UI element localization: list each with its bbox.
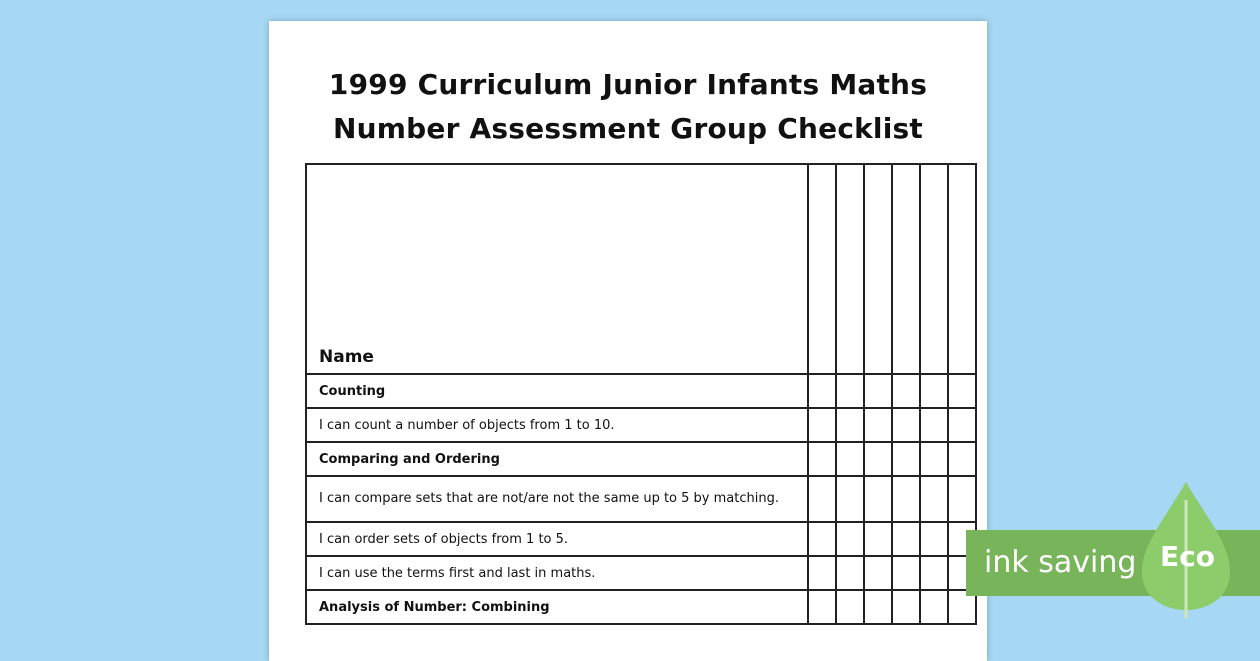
- checkbox-cell[interactable]: [920, 476, 948, 522]
- section-heading: Counting: [306, 374, 808, 408]
- checkbox-cell[interactable]: [892, 556, 920, 590]
- section-heading: Analysis of Number: Combining: [306, 590, 808, 624]
- checkbox-cell[interactable]: [920, 442, 948, 476]
- table-header-row: [306, 164, 976, 374]
- checkbox-cell[interactable]: [920, 522, 948, 556]
- checkbox-cell[interactable]: [920, 556, 948, 590]
- checkbox-cell[interactable]: [948, 408, 976, 442]
- checklist-table: [305, 163, 977, 625]
- table-row: [306, 522, 976, 556]
- checkbox-cell[interactable]: [892, 590, 920, 624]
- student-column[interactable]: [864, 164, 892, 374]
- eco-label: Eco: [1160, 540, 1215, 573]
- checkbox-cell[interactable]: [808, 590, 836, 624]
- student-column[interactable]: [808, 164, 836, 374]
- checkbox-cell[interactable]: [836, 374, 864, 408]
- checkbox-cell[interactable]: [864, 476, 892, 522]
- criterion-text: I can compare sets that are not/are not the same up to 5 by matching.: [306, 476, 808, 522]
- table-row: [306, 476, 976, 522]
- checkbox-cell[interactable]: [948, 476, 976, 522]
- checkbox-cell[interactable]: [864, 442, 892, 476]
- checkbox-cell[interactable]: [920, 590, 948, 624]
- checkbox-cell[interactable]: [808, 556, 836, 590]
- student-column[interactable]: [920, 164, 948, 374]
- criterion-text: I can order sets of objects from 1 to 5.: [306, 522, 808, 556]
- title-line-2: Number Assessment Group Checklist: [333, 112, 923, 145]
- checkbox-cell[interactable]: [836, 476, 864, 522]
- checkbox-cell[interactable]: [808, 408, 836, 442]
- checkbox-cell[interactable]: [808, 476, 836, 522]
- checkbox-cell[interactable]: [808, 374, 836, 408]
- checkbox-cell[interactable]: [836, 590, 864, 624]
- table-row: [306, 590, 976, 624]
- checkbox-cell[interactable]: [864, 556, 892, 590]
- checkbox-cell[interactable]: [948, 442, 976, 476]
- criterion-text: I can use the terms first and last in maths.: [306, 556, 808, 590]
- table-row: [306, 408, 976, 442]
- checkbox-cell[interactable]: [864, 374, 892, 408]
- table-row: [306, 442, 976, 476]
- checkbox-cell[interactable]: [836, 442, 864, 476]
- checkbox-cell[interactable]: [836, 522, 864, 556]
- checkbox-cell[interactable]: [808, 442, 836, 476]
- checkbox-cell[interactable]: [808, 522, 836, 556]
- checkbox-cell[interactable]: [892, 522, 920, 556]
- student-column[interactable]: [836, 164, 864, 374]
- student-column[interactable]: [892, 164, 920, 374]
- checkbox-cell[interactable]: [836, 556, 864, 590]
- section-heading: Comparing and Ordering: [306, 442, 808, 476]
- checkbox-cell[interactable]: [892, 442, 920, 476]
- checkbox-cell[interactable]: [892, 476, 920, 522]
- checkbox-cell[interactable]: [864, 408, 892, 442]
- ink-saving-label: ink saving: [984, 545, 1137, 580]
- title-line-1: 1999 Curriculum Junior Infants Maths: [328, 68, 928, 101]
- checkbox-cell[interactable]: [864, 522, 892, 556]
- checkbox-cell[interactable]: [892, 408, 920, 442]
- checkbox-cell[interactable]: [836, 408, 864, 442]
- checkbox-cell[interactable]: [892, 374, 920, 408]
- student-column[interactable]: [948, 164, 976, 374]
- criterion-text: I can count a number of objects from 1 to 10.: [306, 408, 808, 442]
- name-header: Name: [306, 164, 808, 374]
- checkbox-cell[interactable]: [864, 590, 892, 624]
- checkbox-cell[interactable]: [948, 374, 976, 408]
- worksheet-page: [269, 21, 987, 661]
- table-row: [306, 374, 976, 408]
- table-row: [306, 556, 976, 590]
- checkbox-cell[interactable]: [920, 408, 948, 442]
- checkbox-cell[interactable]: [920, 374, 948, 408]
- page-title: [269, 63, 987, 151]
